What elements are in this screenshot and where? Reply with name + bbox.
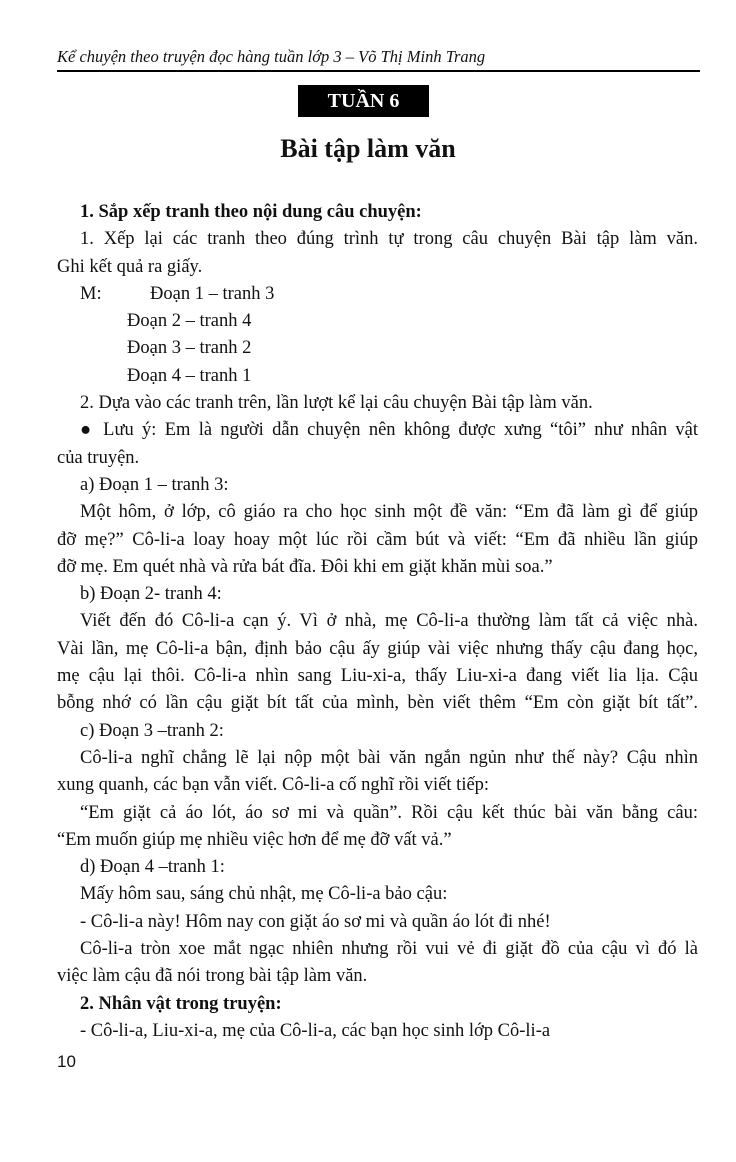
subheading: d) Đoạn 4 –tranh 1: bbox=[80, 857, 225, 878]
subheading: a) Đoạn 1 – tranh 3: bbox=[80, 474, 229, 495]
section-heading: 1. Sắp xếp tranh theo nội dung câu chuyện: bbox=[80, 202, 422, 222]
paragraph-line: Mấy hôm sau, sáng chủ nhật, mẹ Cô-li-a bảo cậu: bbox=[80, 884, 448, 905]
sample-answer bbox=[57, 281, 698, 308]
paragraph-line: đỡ mẹ. Em quét nhà và rửa bát đĩa. Đôi khi em giặt khăn mùi soa.” bbox=[57, 556, 553, 577]
running-header: Kể chuyện theo truyện đọc hàng tuần lớp 3 – Võ Thị Minh Trang bbox=[57, 47, 486, 66]
dialogue-line: - Cô-li-a này! Hôm nay con giặt áo sơ mi và quần áo lót đi nhé! bbox=[80, 911, 551, 932]
header-divider bbox=[57, 70, 700, 72]
page-number: 10 bbox=[57, 1052, 76, 1071]
list-item: Đoạn 2 – tranh 4 bbox=[127, 311, 252, 332]
paragraph-line: Một hôm, ở lớp, cô giáo ra cho học sinh một đề văn: “Em đã làm gì để giúp bbox=[80, 502, 698, 523]
paragraph-line: 1. Xếp lại các tranh theo đúng trình tự trong câu chuyện Bài tập làm văn. bbox=[80, 229, 698, 250]
paragraph-line: Viết đến đó Cô-li-a cạn ý. Vì ở nhà, mẹ Cô-li-a thường làm tất cả việc nhà. bbox=[80, 611, 698, 632]
note-line: của truyện. bbox=[57, 447, 140, 468]
paragraph-line: - Cô-li-a, Liu-xi-a, mẹ của Cô-li-a, các bạn học sinh lớp Cô-li-a bbox=[80, 1020, 551, 1041]
list-item: Đoạn 1 – tranh 3 bbox=[150, 283, 275, 304]
week-label: TUẦN 6 bbox=[298, 85, 429, 117]
paragraph-line: Cô-li-a tròn xoe mắt ngạc nhiên nhưng rồi vui vẻ đi giặt đồ của cậu vì đó là bbox=[80, 939, 698, 960]
paragraph-line: “Em muốn giúp mẹ nhiều việc hơn để mẹ đỡ vất vả.” bbox=[57, 829, 452, 850]
sample-label: M: bbox=[80, 283, 102, 304]
page-title: Bài tập làm văn bbox=[280, 134, 456, 163]
note-line: ● Lưu ý: Em là người dẫn chuyện nên không được xưng “tôi” như nhân vật bbox=[80, 420, 698, 441]
subheading: c) Đoạn 3 –tranh 2: bbox=[80, 720, 224, 741]
paragraph-line: xung quanh, các bạn vẫn viết. Cô-li-a cố nghĩ rồi viết tiếp: bbox=[57, 775, 490, 796]
paragraph-line: đỡ mẹ?” Cô-li-a loay hoay một lúc rồi cầm bút và viết: “Em đã nhiều lần giúp bbox=[57, 529, 698, 550]
paragraph-line: việc làm cậu đã nói trong bài tập làm văn. bbox=[57, 966, 368, 987]
body-text bbox=[57, 199, 698, 1045]
paragraph-line: Cô-li-a nghĩ chẳng lẽ lại nộp một bài văn ngắn ngủn như thế này? Cậu nhìn bbox=[80, 747, 698, 768]
section-heading: 2. Nhân vật trong truyện: bbox=[80, 993, 282, 1014]
paragraph-line: bỗng nhớ có lần cậu giặt bít tất của mình, bèn viết thêm “Em còn giặt bít tất”. bbox=[57, 693, 698, 714]
paragraph-line: Vài lần, mẹ Cô-li-a bận, định bảo cậu ấy giúp vài việc nhưng thấy cậu đang học, bbox=[57, 638, 698, 659]
paragraph-line: 2. Dựa vào các tranh trên, lần lượt kể lại câu chuyện Bài tập làm văn. bbox=[80, 393, 593, 414]
paragraph-line: mẹ cậu lại thôi. Cô-li-a nhìn sang Liu-xi-a, thấy Liu-xi-a đang viết lia lịa. Cậu bbox=[57, 666, 698, 687]
paragraph-line: Ghi kết quả ra giấy. bbox=[57, 256, 203, 277]
list-item: Đoạn 3 – tranh 2 bbox=[127, 338, 252, 359]
list-item: Đoạn 4 – tranh 1 bbox=[127, 365, 252, 386]
subheading: b) Đoạn 2- tranh 4: bbox=[80, 584, 222, 605]
paragraph-line: “Em giặt cả áo lót, áo sơ mi và quần”. Rồi cậu kết thúc bài văn bằng câu: bbox=[80, 802, 698, 823]
